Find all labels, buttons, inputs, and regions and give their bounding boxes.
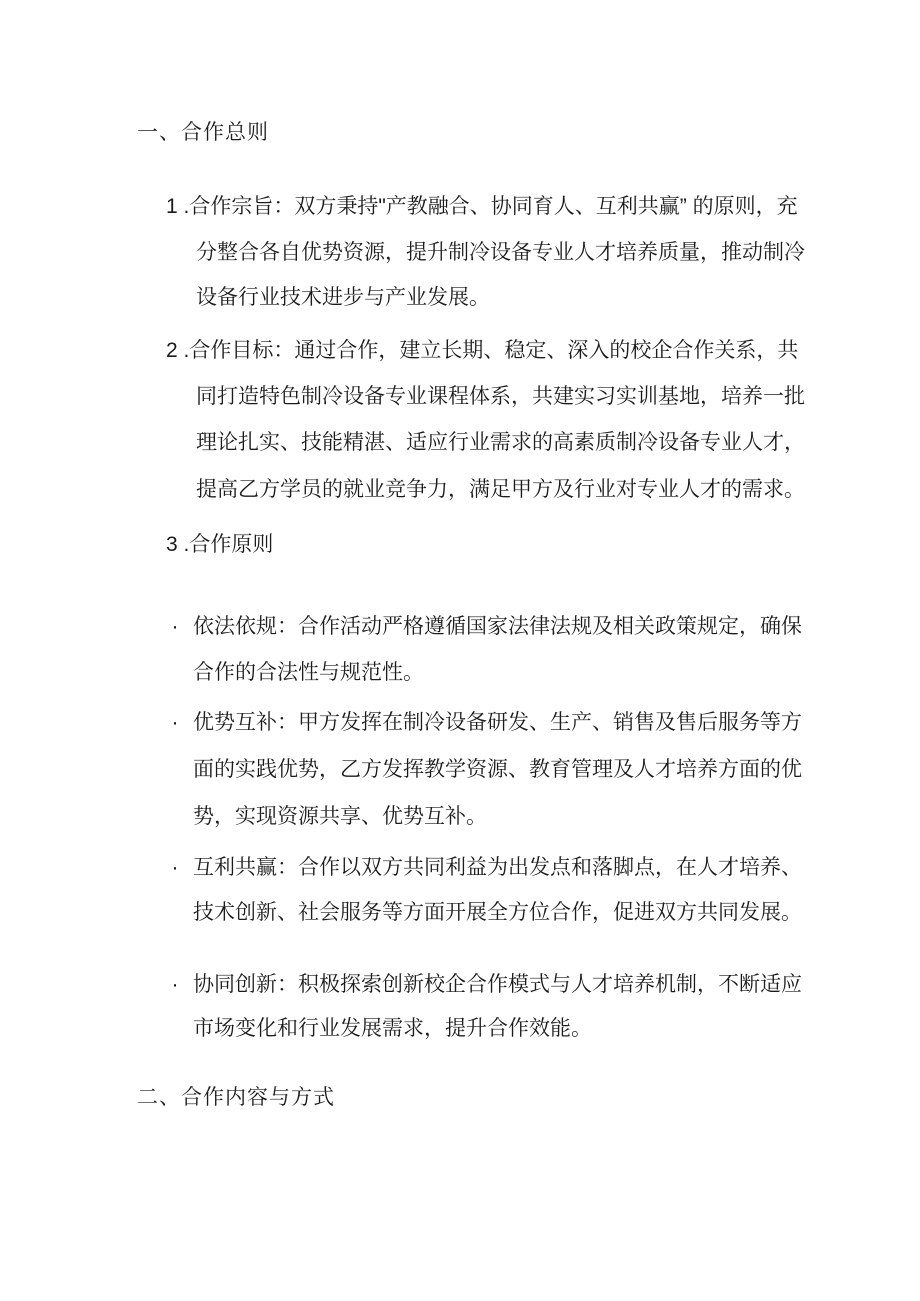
- bullet-dot-icon: ·: [171, 711, 179, 734]
- principle4-line2: 市场变化和行业发展需求，提升合作效能。: [193, 1017, 592, 1040]
- principle2-line2: 面的实践优势，乙方发挥教学资源、教育管理及人才培养方面的优: [193, 758, 802, 781]
- principle2-line1: 优势互补：甲方发挥在制冷设备研发、生产、销售及售后服务等方: [193, 711, 802, 734]
- principle3-line2: 技术创新、社会服务等方面开展全方位合作，促进双方共同发展。: [193, 901, 802, 924]
- bullet-dot-icon: ·: [171, 615, 179, 638]
- section1-heading: 一、合作总则: [137, 121, 269, 144]
- principle2-line3: 势，实现资源共享、优势互补。: [193, 805, 487, 828]
- principle1-line1: 依法依规：合作活动严格遵循国家法律法规及相关政策规定，确保: [193, 615, 802, 638]
- item2-line1: 2 .合作目标：通过合作，建立长期、稳定、深入的校企合作关系，共: [166, 339, 799, 362]
- item2-line4: 提高乙方学员的就业竞争力，满足甲方及行业对专业人才的需求。: [196, 478, 805, 501]
- bullet-dot-icon: ·: [171, 973, 179, 996]
- item2-line3: 理论扎实、技能精湛、适应行业需求的高素质制冷设备专业人才，: [196, 431, 805, 454]
- item1-line1: 1 .合作宗旨：双方秉持"产教融合、协同育人、互利共赢” 的原则，充: [166, 195, 798, 218]
- principle3-line1: 互利共赢：合作以双方共同利益为出发点和落脚点，在人才培养、: [193, 856, 802, 879]
- section2-heading: 二、合作内容与方式: [137, 1086, 335, 1109]
- bullet-dot-icon: ·: [171, 856, 179, 879]
- item3-line1: 3 .合作原则: [166, 533, 274, 556]
- item1-line2: 分整合各自优势资源，提升制冷设备专业人才培养质量，推动制冷: [196, 241, 805, 264]
- item1-line3: 设备行业技术进步与产业发展。: [196, 286, 490, 309]
- principle4-line1: 协同创新：积极探索创新校企合作模式与人才培养机制，不断适应: [193, 973, 802, 996]
- principle1-line2: 合作的合法性与规范性。: [193, 661, 424, 684]
- item2-line2: 同打造特色制冷设备专业课程体系，共建实习实训基地，培养一批: [196, 385, 805, 408]
